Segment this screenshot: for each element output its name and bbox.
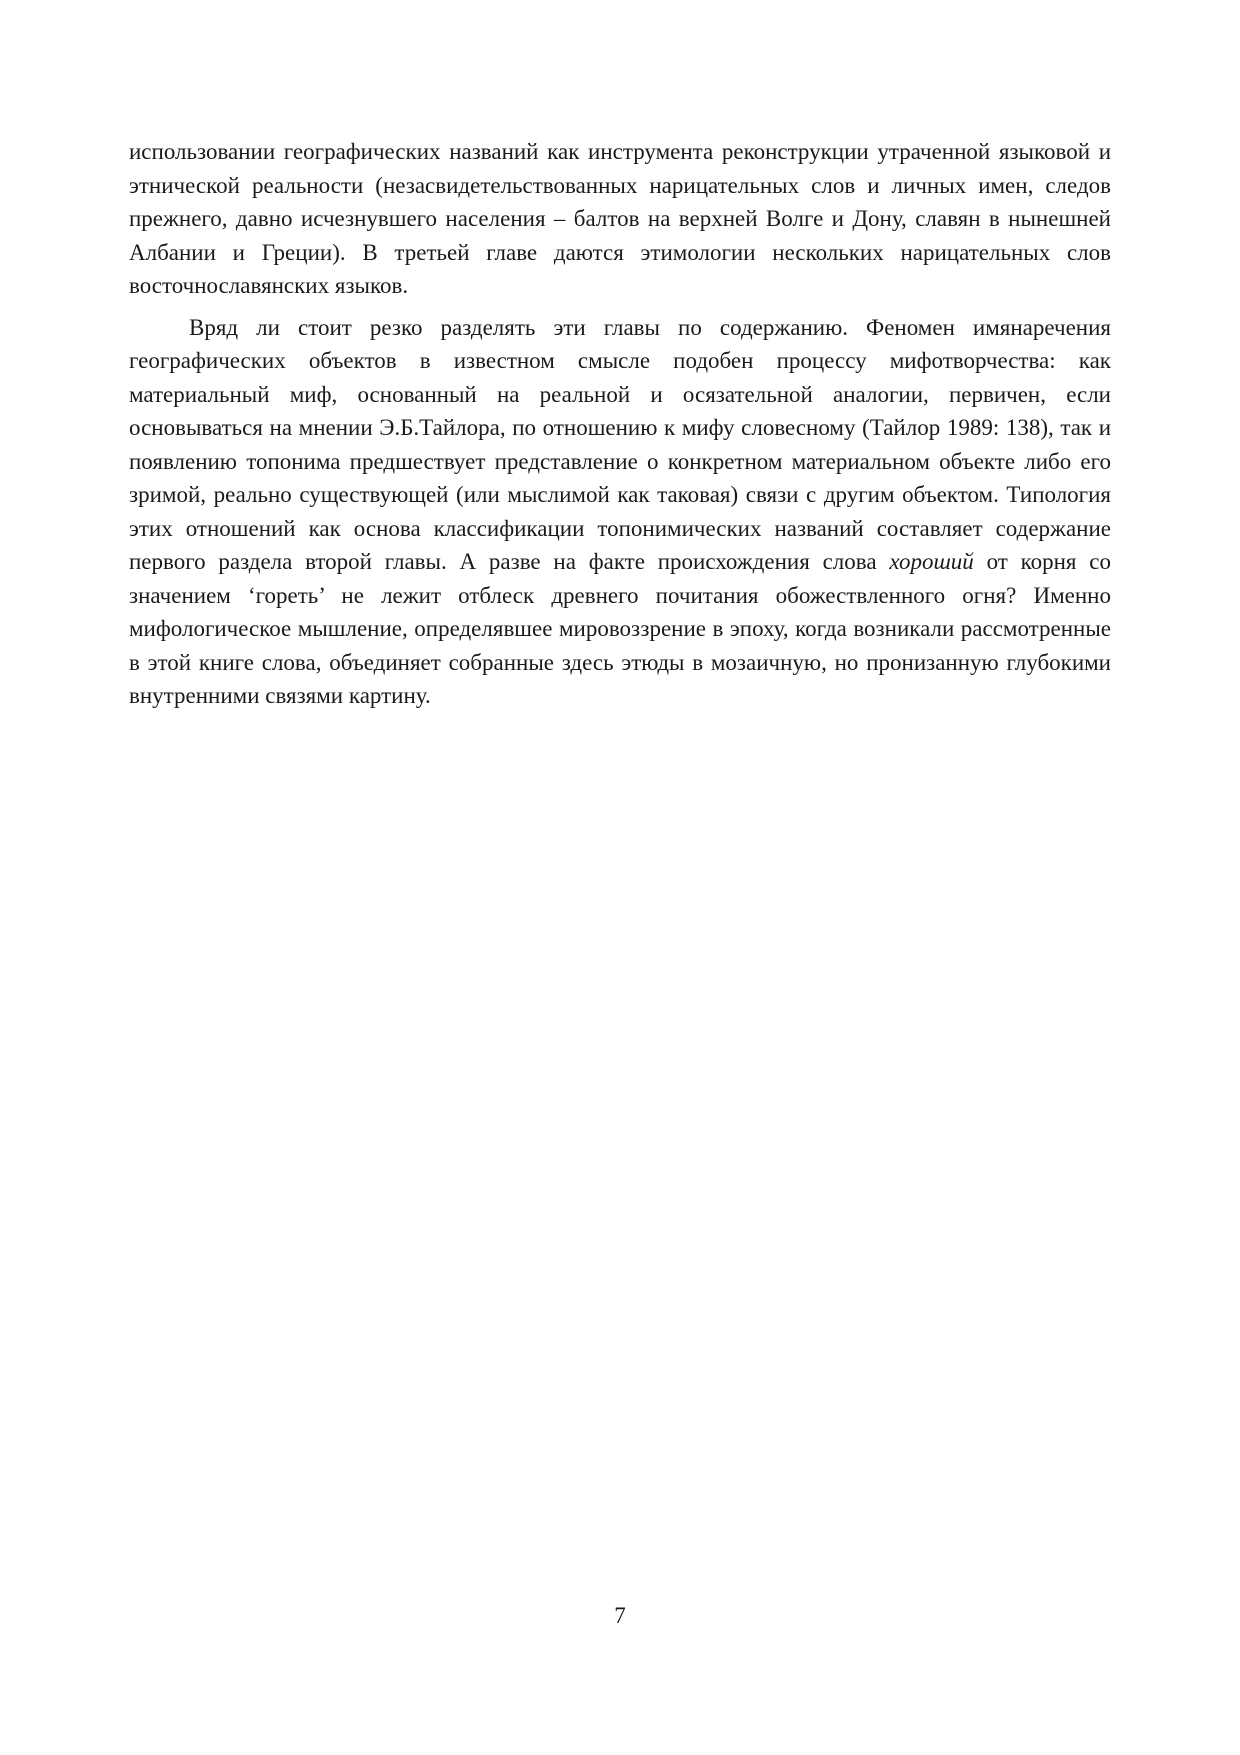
italic-term: хороший [889,549,974,574]
page-number: 7 [614,1603,626,1628]
paragraph-2 [129,311,1111,713]
paragraph-2-text-end: от корня со значением ‘гореть’ не лежит отблеск древнего почитания обожествленного огня? Именно мифологическое мышление, определявшее мировоззрение в эпоху, когда возникали рассмотренные в этой книге слова, объединяет собранные здесь этюды в мозаичную, но пронизанную глубокими внутренними связями картину. [129,549,1111,708]
body-text [129,135,1111,713]
paragraph-2-text-start: Вряд ли стоит резко разделять эти главы по содержанию. Феномен имянаречения географических объектов в известном смысле подобен процессу мифотворчества: как материальный миф, основанный на реальной и осязательной аналогии, первичен, если основываться на мнении Э.Б.Тайлора, по отношению к мифу словесному (Тайлор 1989: 138), так и появлению топонима предшествует представление о конкретном материальном объекте либо его зримой, реально существующей (или мыслимой как таковая) связи с другим объектом. Типология этих отношений как основа классификации топонимических названий составляет содержание первого раздела второй главы. А разве на факте происхождения слова [129,314,1111,574]
paragraph-1: использовании географических названий как инструмента реконструкции утраченной языковой и этнической реальности (незасвидетельствованных нарицательных слов и личных имен, следов прежнего, давно исчезнувшего населения – балтов на верхней Волге и Дону, славян в нынешней Албании и Греции). В третьей главе даются этимологии нескольких нарицательных слов восточнославянских языков. [129,139,1111,298]
